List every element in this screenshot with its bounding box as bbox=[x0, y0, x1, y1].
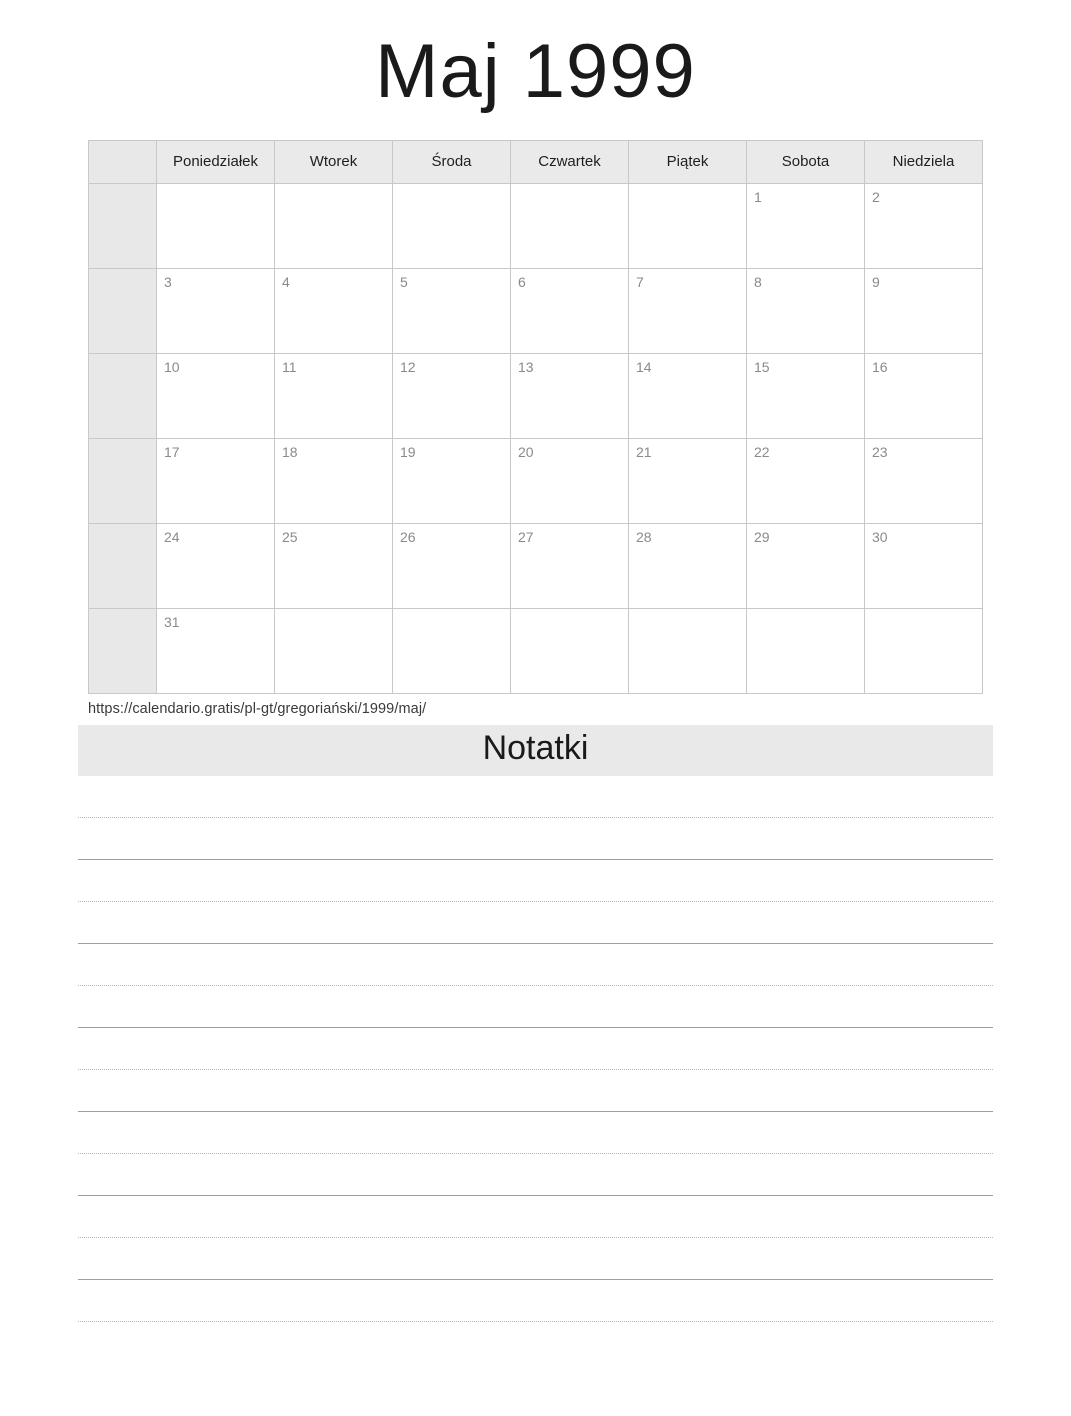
day-cell[interactable] bbox=[747, 438, 865, 523]
note-line[interactable] bbox=[78, 1196, 993, 1238]
day-number: 5 bbox=[400, 273, 408, 290]
day-number: 25 bbox=[282, 528, 298, 545]
day-cell[interactable] bbox=[275, 608, 393, 693]
day-number: 22 bbox=[754, 443, 770, 460]
day-cell[interactable] bbox=[511, 353, 629, 438]
page-title: Maj 1999 bbox=[375, 29, 696, 114]
source-url[interactable]: https://calendario.gratis/pl-gt/gregoriański/1999/maj/ bbox=[88, 700, 427, 717]
day-number: 20 bbox=[518, 443, 534, 460]
day-number: 1 bbox=[754, 188, 762, 205]
day-number: 12 bbox=[400, 358, 416, 375]
note-line[interactable] bbox=[78, 1112, 993, 1154]
day-number: 24 bbox=[164, 528, 180, 545]
day-cell[interactable] bbox=[629, 438, 747, 523]
calendar-body bbox=[89, 183, 983, 693]
day-cell[interactable] bbox=[393, 523, 511, 608]
day-cell[interactable] bbox=[747, 608, 865, 693]
day-cell[interactable] bbox=[275, 438, 393, 523]
note-line[interactable] bbox=[78, 818, 993, 860]
spacer-cell bbox=[89, 183, 157, 268]
day-number: 18 bbox=[282, 443, 298, 460]
day-cell[interactable] bbox=[393, 438, 511, 523]
note-line[interactable] bbox=[78, 1238, 993, 1280]
day-cell[interactable] bbox=[629, 608, 747, 693]
day-cell[interactable] bbox=[393, 268, 511, 353]
notes-heading: Notatki bbox=[78, 725, 993, 776]
day-number: 9 bbox=[872, 273, 880, 290]
day-cell[interactable] bbox=[157, 438, 275, 523]
day-cell[interactable] bbox=[865, 438, 983, 523]
note-line[interactable] bbox=[78, 944, 993, 986]
day-cell[interactable] bbox=[511, 183, 629, 268]
day-cell[interactable] bbox=[275, 523, 393, 608]
calendar-week-row bbox=[89, 183, 983, 268]
day-cell[interactable] bbox=[157, 523, 275, 608]
day-cell[interactable] bbox=[865, 183, 983, 268]
day-number: 4 bbox=[282, 273, 290, 290]
weekday-header-wednesday: Środa bbox=[393, 140, 511, 183]
notes-section bbox=[78, 725, 993, 1322]
note-line[interactable] bbox=[78, 1154, 993, 1196]
day-cell[interactable] bbox=[275, 268, 393, 353]
day-number: 31 bbox=[164, 613, 180, 630]
day-cell[interactable] bbox=[747, 183, 865, 268]
day-number: 17 bbox=[164, 443, 180, 460]
weekday-header-sunday: Niedziela bbox=[865, 140, 983, 183]
day-number: 7 bbox=[636, 273, 644, 290]
day-cell[interactable] bbox=[865, 268, 983, 353]
note-line[interactable] bbox=[78, 860, 993, 902]
day-cell[interactable] bbox=[393, 353, 511, 438]
day-cell[interactable] bbox=[629, 523, 747, 608]
day-number: 16 bbox=[872, 358, 888, 375]
day-cell[interactable] bbox=[157, 183, 275, 268]
day-number: 21 bbox=[636, 443, 652, 460]
day-cell[interactable] bbox=[865, 353, 983, 438]
day-number: 10 bbox=[164, 358, 180, 375]
day-cell[interactable] bbox=[275, 183, 393, 268]
calendar-week-row bbox=[89, 353, 983, 438]
day-number: 2 bbox=[872, 188, 880, 205]
spacer-cell bbox=[89, 438, 157, 523]
spacer-cell bbox=[89, 523, 157, 608]
day-cell[interactable] bbox=[865, 523, 983, 608]
note-line[interactable] bbox=[78, 1028, 993, 1070]
day-cell[interactable] bbox=[747, 523, 865, 608]
notes-lines bbox=[78, 776, 993, 1322]
day-cell[interactable] bbox=[865, 608, 983, 693]
day-number: 23 bbox=[872, 443, 888, 460]
day-number: 15 bbox=[754, 358, 770, 375]
spacer-cell bbox=[89, 608, 157, 693]
day-number: 13 bbox=[518, 358, 534, 375]
weekday-header-tuesday: Wtorek bbox=[275, 140, 393, 183]
calendar-week-row bbox=[89, 608, 983, 693]
calendar-page bbox=[0, 30, 1071, 1416]
note-line[interactable] bbox=[78, 986, 993, 1028]
day-number: 29 bbox=[754, 528, 770, 545]
day-number: 3 bbox=[164, 273, 172, 290]
calendar-container bbox=[88, 140, 983, 694]
day-number: 8 bbox=[754, 273, 762, 290]
day-cell[interactable] bbox=[629, 268, 747, 353]
day-number: 11 bbox=[282, 358, 297, 375]
day-cell[interactable] bbox=[629, 183, 747, 268]
note-line[interactable] bbox=[78, 1070, 993, 1112]
day-number: 28 bbox=[636, 528, 652, 545]
calendar-header-row bbox=[89, 140, 983, 183]
day-cell[interactable] bbox=[157, 353, 275, 438]
day-cell[interactable] bbox=[511, 523, 629, 608]
day-number: 6 bbox=[518, 273, 526, 290]
day-cell[interactable] bbox=[511, 608, 629, 693]
calendar-week-row bbox=[89, 268, 983, 353]
spacer-cell bbox=[89, 140, 157, 183]
note-line[interactable] bbox=[78, 902, 993, 944]
note-line[interactable] bbox=[78, 1280, 993, 1322]
day-cell[interactable] bbox=[157, 608, 275, 693]
day-number: 19 bbox=[400, 443, 416, 460]
day-cell[interactable] bbox=[157, 268, 275, 353]
day-number: 26 bbox=[400, 528, 416, 545]
spacer-cell bbox=[89, 353, 157, 438]
calendar-week-row bbox=[89, 523, 983, 608]
weekday-header-monday: Poniedziałek bbox=[157, 140, 275, 183]
note-line[interactable] bbox=[78, 776, 993, 818]
weekday-header-friday: Piątek bbox=[629, 140, 747, 183]
day-cell[interactable] bbox=[511, 268, 629, 353]
weekday-header-thursday: Czwartek bbox=[511, 140, 629, 183]
day-number: 14 bbox=[636, 358, 652, 375]
day-cell[interactable] bbox=[393, 183, 511, 268]
day-cell[interactable] bbox=[511, 438, 629, 523]
day-cell[interactable] bbox=[747, 353, 865, 438]
day-cell[interactable] bbox=[747, 268, 865, 353]
day-number: 27 bbox=[518, 528, 534, 545]
weekday-header-saturday: Sobota bbox=[747, 140, 865, 183]
day-cell[interactable] bbox=[393, 608, 511, 693]
day-cell[interactable] bbox=[275, 353, 393, 438]
calendar-table bbox=[88, 140, 983, 694]
spacer-cell bbox=[89, 268, 157, 353]
day-number: 30 bbox=[872, 528, 888, 545]
calendar-week-row bbox=[89, 438, 983, 523]
day-cell[interactable] bbox=[629, 353, 747, 438]
